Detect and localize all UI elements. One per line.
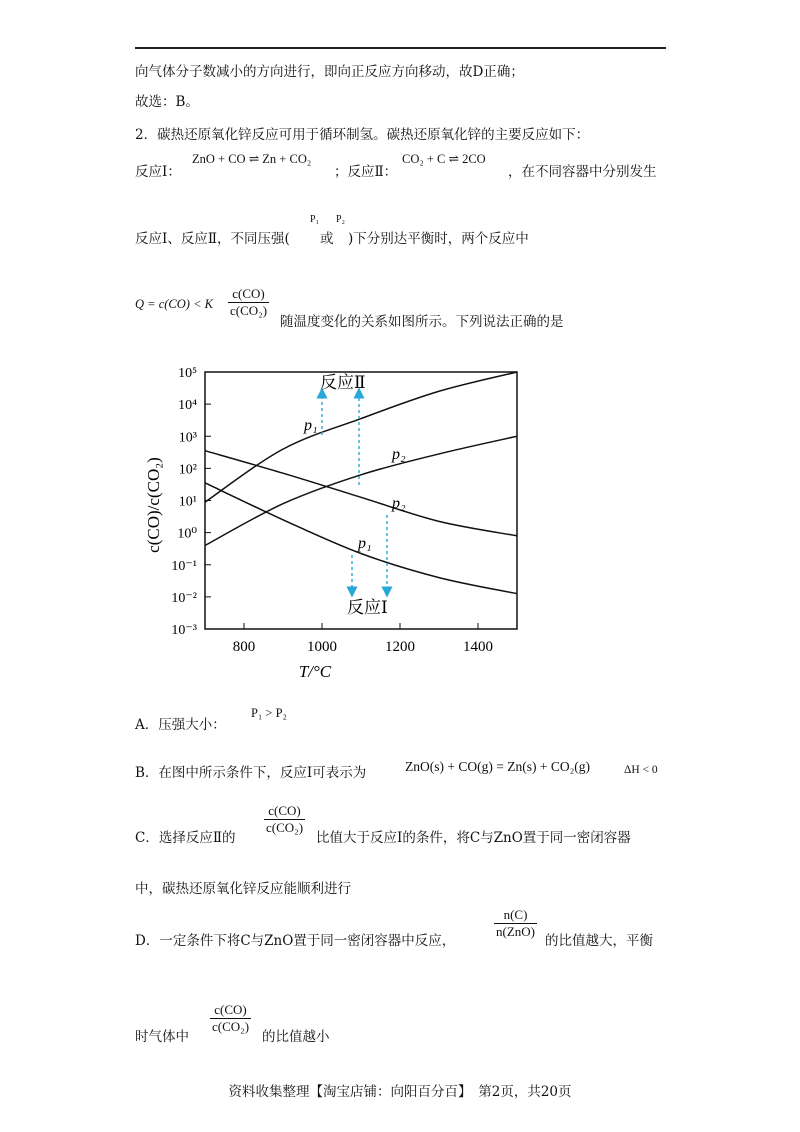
figure-description: 随温度变化的关系如图所示。下列说法正确的是 — [280, 314, 564, 330]
option-b-enthalpy: ΔH < 0 — [624, 764, 658, 776]
x-axis-title: T/°C — [298, 662, 332, 681]
curve-series-2 — [205, 436, 517, 545]
label-reaction1: 反应Ⅰ — [347, 598, 388, 617]
question-intro: 2．碳热还原氧化锌反应可用于循环制氢。碳热还原氧化锌的主要反应如下： — [135, 127, 590, 143]
option-d-gas-numerator: c(CO) — [214, 1002, 247, 1017]
label-p1-low: p₁ — [358, 535, 372, 552]
option-b-formula: ZnO(s) + CO(g) = Zn(s) + CO₂(g) — [405, 759, 591, 774]
option-d-gas-fraction — [210, 1002, 251, 1035]
reaction1-equation: ZnO + CO ⇌ Zn + CO₂ — [192, 152, 312, 166]
curves — [205, 372, 517, 594]
prev-answer-line: 向气体分子数减小的方向进行，即向正反应方向移动，故D正确； — [135, 64, 524, 80]
label-p2-top: p₂ — [392, 446, 406, 463]
option-d-fraction — [494, 907, 537, 940]
pressure-line-end: )下分别达平衡时，两个反应中 — [348, 231, 529, 247]
y-tick-label: 10⁻³ — [171, 623, 197, 638]
y-tick-label: 10⁵ — [178, 366, 197, 381]
option-d-denominator: n(ZnO) — [496, 924, 535, 939]
y-tick-label: 10⁴ — [178, 398, 197, 414]
label-reaction2: 反应Ⅱ — [320, 373, 366, 392]
reaction2-tail: ，在不同容器中分别发生 — [508, 164, 657, 180]
x-tick-label: 1200 — [385, 639, 415, 655]
reaction2-equation: CO₂ + C ⇌ 2CO — [402, 152, 486, 166]
reaction1-label: 反应Ⅰ： — [135, 164, 181, 180]
header-rule — [135, 47, 666, 49]
curve-series-3 — [205, 451, 517, 536]
ratio-fraction — [228, 286, 269, 319]
option-d-line2-end: 的比值越小 — [262, 1029, 330, 1045]
option-c-fraction — [264, 803, 305, 836]
x-tick-label: 800 — [232, 639, 256, 655]
option-c-denominator: c(CO₂) — [266, 820, 304, 835]
option-d-numerator: n(C) — [503, 907, 528, 922]
ratio-temperature-chart — [140, 355, 540, 695]
reaction2-label: ；反应Ⅱ： — [334, 164, 398, 180]
page-footer: 资料收集整理【淘宝店铺：向阳百分百】 第2页，共20页 — [228, 1084, 572, 1100]
x-tick-label: 1400 — [463, 639, 493, 655]
option-d-end: 的比值越大，平衡 — [545, 933, 653, 949]
y-tick-label: 10¹ — [178, 494, 197, 510]
option-c-end: 比值大于反应Ⅰ的条件，将C与ZnO置于同一密闭容器 — [316, 830, 631, 846]
ratio-numerator: c(CO) — [232, 286, 265, 301]
x-axis-ticks — [233, 623, 493, 655]
pressure-line-start: 反应Ⅰ、反应Ⅱ，不同压强( — [135, 231, 290, 247]
y-tick-label: 10⁻² — [171, 590, 197, 606]
plot-frame — [205, 372, 517, 629]
pressure-or: 或 — [320, 231, 334, 247]
q-expression: Q = c(CO) < K — [135, 297, 213, 311]
pressure-p2: P₂ — [336, 214, 346, 225]
y-tick-label: 10⁰ — [177, 526, 197, 542]
y-axis-title: c(CO)/c(CO₂) — [144, 457, 163, 553]
option-d-line2-start: 时气体中 — [135, 1029, 189, 1045]
y-tick-label: 10² — [178, 462, 197, 478]
option-a: A．压强大小： — [135, 717, 226, 733]
y-tick-label: 10⁻¹ — [171, 558, 197, 574]
option-d-gas-denominator: c(CO₂) — [212, 1019, 250, 1034]
prev-answer-choice: 故选：B。 — [135, 94, 199, 110]
option-d-start: D．一定条件下将C与ZnO置于同一密闭容器中反应， — [135, 933, 456, 949]
label-p1-top: p₁ — [304, 417, 318, 434]
option-c-numerator: c(CO) — [268, 803, 301, 818]
ratio-denominator: c(CO₂) — [230, 303, 268, 318]
option-b: B．在图中所示条件下，反应Ⅰ可表示为 — [135, 765, 367, 781]
option-c-line2: 中，碳热还原氧化锌反应能顺利进行 — [135, 881, 351, 897]
y-tick-label: 10³ — [178, 430, 197, 446]
x-tick-label: 1000 — [307, 639, 337, 655]
option-a-formula: P₁ > P₂ — [251, 706, 287, 720]
label-p2-low: p₂ — [392, 495, 406, 512]
option-c-start: C．选择反应Ⅱ的 — [135, 830, 236, 846]
pressure-p1: P₁ — [310, 214, 320, 225]
